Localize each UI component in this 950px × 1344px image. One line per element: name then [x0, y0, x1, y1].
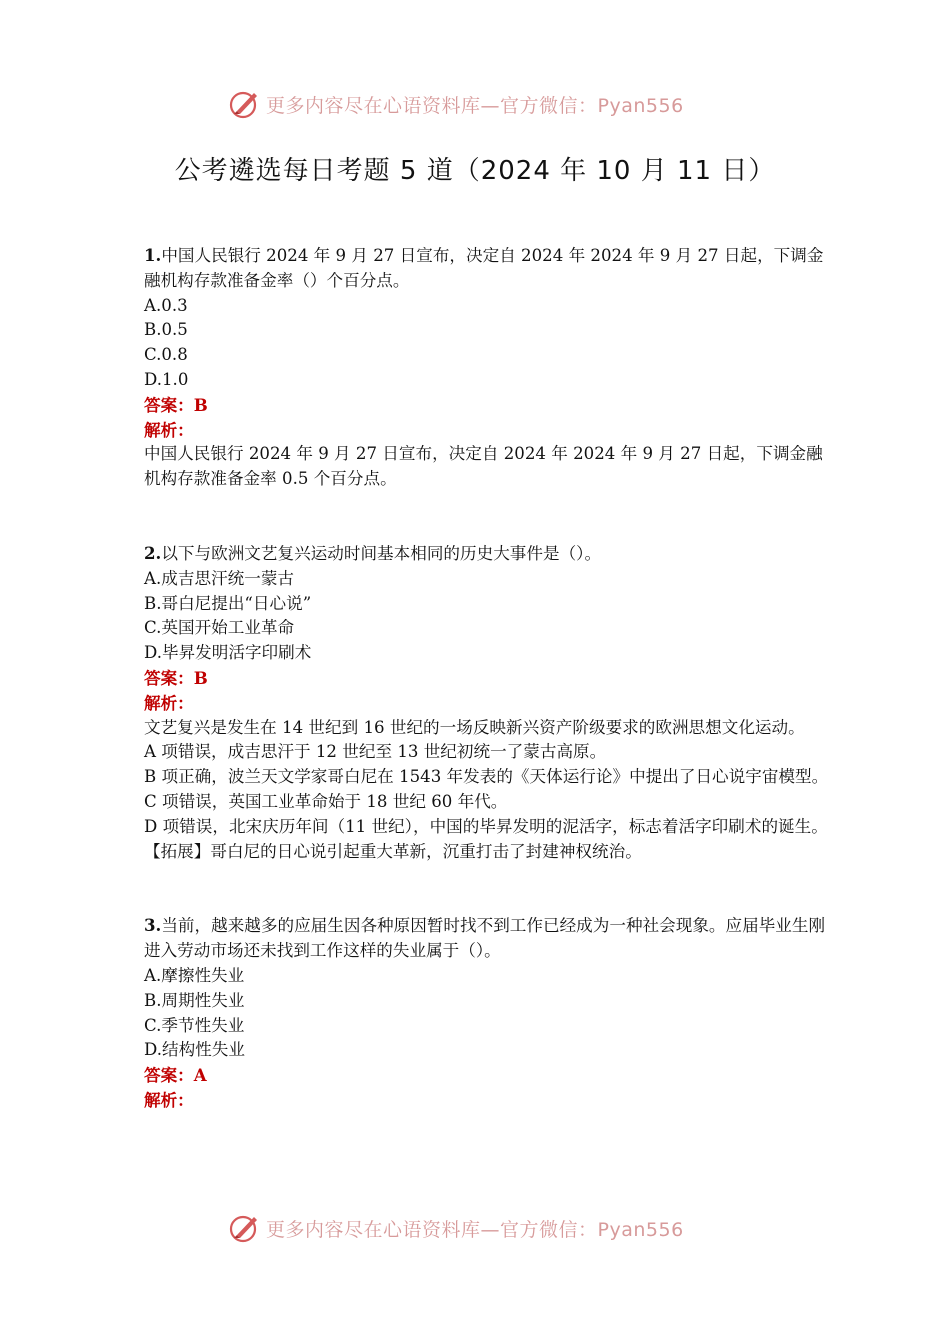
option-d: D.毕昇发明活字印刷术 — [144, 643, 312, 663]
question-1 — [144, 243, 834, 492]
analysis-paragraph: 文艺复兴是发生在 14 世纪到 16 世纪的一场反映新兴资产阶级要求的欧洲思想文化运动。 — [144, 717, 805, 737]
option-a: A.成吉思汗统一蒙古 — [144, 568, 295, 588]
analysis-paragraph: B 项正确，波兰天文学家哥白尼在 1543 年发表的《天体运行论》中提出了日心说宇宙模型。 — [144, 767, 829, 787]
question-stem — [144, 541, 834, 567]
option-d: D.结构性失业 — [144, 1040, 245, 1060]
watermark-footer — [228, 1208, 748, 1248]
analysis-label: 解析： — [144, 1089, 194, 1110]
option-b: B.哥白尼提出“日心说” — [144, 593, 312, 613]
question-text: 中国人民银行 2024 年 9 月 27 日宣布，决定自 2024 年 2024 年 9 月 27 日起，下调金融机构存款准备金率（）个百分点。 — [144, 246, 824, 290]
page-title: 公考遴选每日考题 5 道（2024 年 10 月 11 日） — [174, 156, 776, 186]
question-stem — [144, 913, 834, 964]
option-a: A.0.3 — [144, 295, 188, 315]
question-2 — [144, 541, 834, 864]
analysis-paragraph: 【拓展】哥白尼的日心说引起重大革新，沉重打击了封建神权统治。 — [144, 841, 642, 861]
question-text: 当前，越来越多的应届生因各种原因暂时找不到工作已经成为一种社会现象。应届毕业生刚进入劳动市场还未找到工作这样的失业属于（）。 — [144, 916, 826, 961]
option-c: C.季节性失业 — [144, 1015, 245, 1035]
answer-label: 答案：A — [144, 1065, 207, 1086]
question-stem — [144, 243, 834, 294]
option-b: B.0.5 — [144, 320, 188, 340]
option-d: D.1.0 — [144, 369, 189, 389]
question-number: 1. — [144, 245, 162, 265]
analysis-paragraph: 中国人民银行 2024 年 9 月 27 日宣布，决定自 2024 年 2024 年 9 月 27 日起，下调金融机构存款准备金率 0.5 个百分点。 — [144, 444, 823, 489]
watermark-text: 更多内容尽在心语资料库—官方微信：Pyan556 — [266, 1218, 684, 1241]
question-number: 2. — [144, 542, 162, 563]
analysis-paragraph: D 项错误，北宋庆历年间（11 世纪），中国的毕昇发明的泥活字，标志着活字印刷术的诞生。 — [144, 816, 828, 836]
option-c: C.英国开始工业革命 — [144, 618, 295, 638]
answer-label: 答案：B — [144, 667, 208, 688]
watermark-header — [228, 84, 748, 124]
watermark-text: 更多内容尽在心语资料库—官方微信：Pyan556 — [266, 94, 684, 117]
analysis-paragraph: C 项错误，英国工业革命始于 18 世纪 60 年代。 — [144, 791, 508, 811]
pen-logo-icon — [228, 87, 262, 121]
question-number: 3. — [144, 915, 162, 936]
spacer — [144, 864, 834, 913]
question-3 — [144, 913, 834, 1112]
question-list — [144, 243, 834, 1113]
spacer — [144, 492, 834, 541]
answer-label: 答案：B — [144, 394, 208, 415]
analysis-paragraph: A 项错误，成吉思汗于 12 世纪至 13 世纪初统一了蒙古高原。 — [144, 742, 607, 762]
question-text: 以下与欧洲文艺复兴运动时间基本相同的历史大事件是（）。 — [161, 543, 602, 563]
pen-logo-icon — [228, 1211, 262, 1245]
analysis-label: 解析： — [144, 692, 194, 713]
option-b: B.周期性失业 — [144, 990, 245, 1010]
analysis-label: 解析： — [144, 419, 194, 440]
option-a: A.摩擦性失业 — [144, 965, 245, 985]
option-c: C.0.8 — [144, 345, 188, 365]
